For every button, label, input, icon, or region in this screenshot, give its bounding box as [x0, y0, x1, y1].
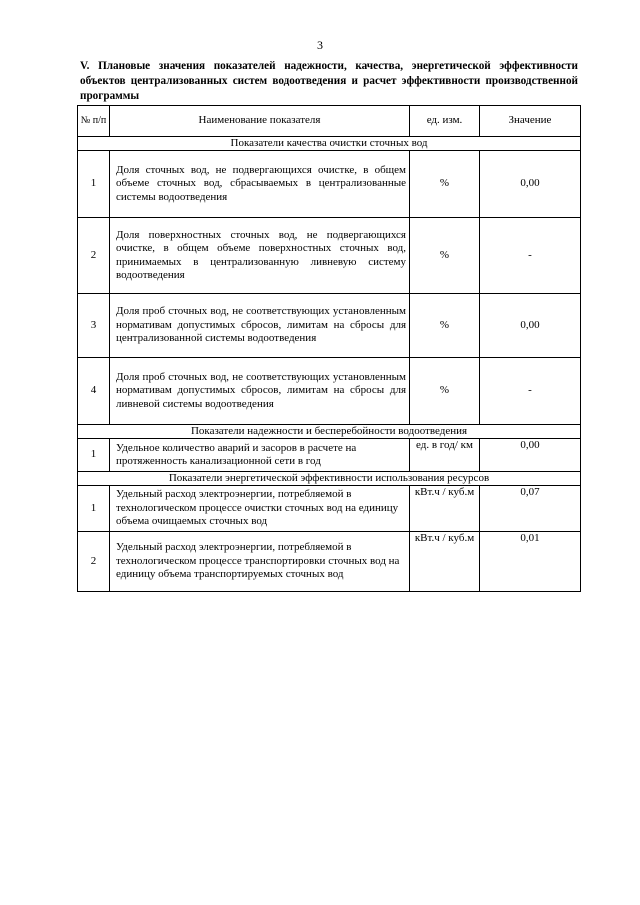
section-title-reliability: Показатели надежности и бесперебойности водоотведения [78, 425, 581, 439]
row-unit: ед. в год/ км [410, 439, 480, 472]
row-unit: кВт.ч / куб.м [410, 532, 480, 592]
section-row [78, 472, 581, 486]
section-row [78, 137, 581, 151]
section-title-quality: Показатели качества очистки сточных вод [78, 137, 581, 151]
row-num: 1 [78, 486, 110, 532]
row-num: 2 [78, 218, 110, 294]
section-heading: V. Плановые значения показателей надежности, качества, энергетической эффективности объектов централизованных систем водоотведения и расчет эффективности производственной программы [80, 60, 578, 102]
row-name: Доля сточных вод, не подвергающихся очистке, в общем объеме сточных вод, сбрасываемых в централизованные системы водоотведения [110, 151, 410, 218]
table-row [78, 151, 581, 218]
row-name: Удельное количество аварий и засоров в расчете на протяженность канализационной сети в год [110, 439, 410, 472]
row-name: Доля проб сточных вод, не соответствующих установленным нормативам допустимых сбросов, лимитам на сбросы для централизованной системы водоотведения [110, 294, 410, 358]
table-row [78, 486, 581, 532]
row-num: 3 [78, 294, 110, 358]
row-unit: % [410, 294, 480, 358]
row-unit: кВт.ч / куб.м [410, 486, 480, 532]
row-num: 4 [78, 358, 110, 425]
header-name: Наименование показателя [110, 106, 410, 137]
header-unit: ед. изм. [410, 106, 480, 137]
row-unit: % [410, 358, 480, 425]
row-value: 0,00 [480, 151, 581, 218]
row-value: - [480, 358, 581, 425]
row-unit: % [410, 218, 480, 294]
row-value: 0,01 [480, 532, 581, 592]
row-unit: % [410, 151, 480, 218]
row-name: Доля проб сточных вод, не соответствующих установленным нормативам допустимых сбросов, лимитам на сбросы для ливневой системы водоотведения [110, 358, 410, 425]
row-name: Удельный расход электроэнергии, потребляемой в технологическом процессе транспортировки сточных вод на единицу объема транспортируемых сточных вод [110, 532, 410, 592]
row-num: 1 [78, 151, 110, 218]
table-header-row [78, 106, 581, 137]
table-row [78, 218, 581, 294]
row-name: Доля поверхностных сточных вод, не подвергающихся очистке, в общем объеме поверхностных сточных вод, принимаемых в централизованную ливневую систему водоотведения [110, 218, 410, 294]
section-row [78, 425, 581, 439]
table-row [78, 294, 581, 358]
table-row [78, 439, 581, 472]
row-num: 2 [78, 532, 110, 592]
row-value: 0,07 [480, 486, 581, 532]
row-value: 0,00 [480, 439, 581, 472]
row-name: Удельный расход электроэнергии, потребляемой в технологическом процессе очистки сточных вод на единицу объема очищаемых сточных вод [110, 486, 410, 532]
indicators-table [77, 105, 581, 592]
header-value: Значение [480, 106, 581, 137]
section-title-energy: Показатели энергетической эффективности использования ресурсов [78, 472, 581, 486]
page-number: 3 [317, 38, 323, 52]
table-row [78, 532, 581, 592]
row-value: - [480, 218, 581, 294]
table-row [78, 358, 581, 425]
row-value: 0,00 [480, 294, 581, 358]
header-num: № п/п [78, 106, 110, 137]
row-num: 1 [78, 439, 110, 472]
